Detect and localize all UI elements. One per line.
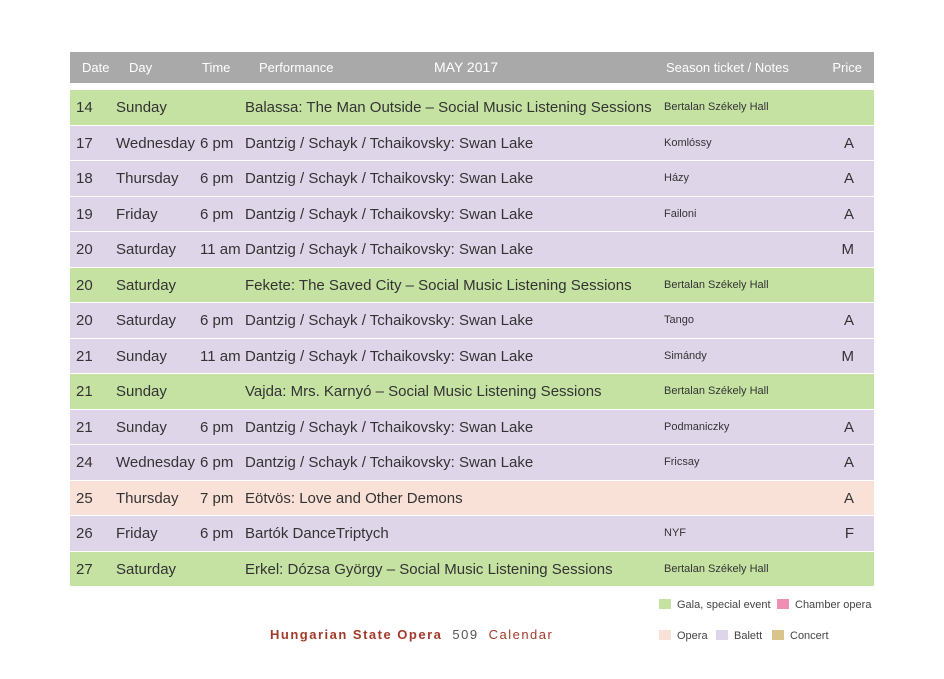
row-note: Bertalan Székely Hall bbox=[664, 562, 769, 575]
table-header bbox=[70, 52, 874, 83]
row-time: 6 pm bbox=[200, 170, 234, 187]
row-day: Wednesday bbox=[116, 134, 195, 152]
legend-gala-swatch bbox=[659, 599, 671, 609]
header-month: MAY 2017 bbox=[434, 59, 499, 75]
row-day: Saturday bbox=[116, 276, 177, 294]
row-performance: Dantzig / Schayk / Tchaikovsky: Swan Lake bbox=[245, 418, 534, 436]
row-price: F bbox=[844, 525, 854, 542]
row-note: Bertalan Székely Hall bbox=[664, 101, 769, 113]
header-day: Day bbox=[129, 60, 153, 75]
row-price: A bbox=[843, 489, 854, 507]
row-note: NYF bbox=[664, 527, 686, 539]
header-notes: Season ticket / Notes bbox=[666, 60, 789, 75]
row-performance: Vajda: Mrs. Karnyó – Social Music Listening Sessions bbox=[245, 383, 602, 400]
legend-chamber bbox=[777, 598, 871, 612]
row-price: A bbox=[843, 312, 854, 329]
row-note: Failoni bbox=[664, 207, 697, 220]
legend-chamber-swatch bbox=[777, 599, 789, 609]
row-time: 6 pm bbox=[200, 134, 234, 152]
table-row bbox=[70, 197, 874, 233]
legend-opera-label: Opera bbox=[677, 630, 708, 642]
header-date: Date bbox=[82, 60, 110, 75]
table-row bbox=[70, 374, 874, 410]
row-date: 17 bbox=[76, 134, 93, 152]
legend-chamber-label: Chamber opera bbox=[795, 599, 872, 611]
row-day: Sunday bbox=[116, 418, 167, 436]
table-row bbox=[70, 268, 874, 304]
footer-section: Calendar bbox=[488, 627, 554, 642]
row-performance: Eötvös: Love and Other Demons bbox=[245, 489, 463, 507]
table-row bbox=[70, 303, 874, 339]
row-time: 6 pm bbox=[200, 205, 234, 223]
legend-concert-label: Concert bbox=[790, 630, 829, 642]
table-row bbox=[70, 445, 874, 481]
row-day: Friday bbox=[116, 525, 158, 542]
row-note: Komlóssy bbox=[664, 136, 712, 149]
legend-concert-swatch bbox=[772, 630, 784, 640]
calendar-table bbox=[70, 52, 874, 587]
row-day: Friday bbox=[116, 205, 158, 223]
row-day: Saturday bbox=[116, 560, 177, 578]
table-row bbox=[70, 481, 874, 517]
legend-balett bbox=[716, 629, 762, 643]
row-note: Házy bbox=[664, 172, 690, 184]
row-time: 11 am bbox=[200, 347, 241, 365]
row-performance: Dantzig / Schayk / Tchaikovsky: Swan Lake bbox=[245, 134, 534, 152]
table-row bbox=[70, 161, 874, 197]
legend-opera bbox=[659, 629, 708, 643]
row-date: 25 bbox=[76, 489, 93, 507]
legend-gala-label: Gala, special event bbox=[677, 599, 771, 611]
row-day: Saturday bbox=[116, 312, 177, 329]
row-date: 19 bbox=[76, 205, 93, 223]
row-date: 21 bbox=[76, 383, 93, 400]
row-day: Thursday bbox=[116, 170, 179, 187]
table-row bbox=[70, 552, 874, 588]
row-price: A bbox=[843, 134, 854, 152]
row-time: 6 pm bbox=[200, 454, 234, 471]
row-performance: Erkel: Dózsa György – Social Music Listening Sessions bbox=[245, 560, 613, 578]
legend-balett-label: Balett bbox=[734, 630, 763, 642]
row-time: 6 pm bbox=[200, 418, 234, 436]
row-performance: Dantzig / Schayk / Tchaikovsky: Swan Lake bbox=[245, 312, 534, 329]
row-performance: Dantzig / Schayk / Tchaikovsky: Swan Lake bbox=[245, 170, 534, 187]
row-date: 27 bbox=[76, 560, 93, 578]
table-body bbox=[70, 90, 874, 587]
row-price: M bbox=[841, 241, 854, 258]
row-price: A bbox=[843, 205, 854, 223]
table-row bbox=[70, 410, 874, 446]
footer-page-number: 509 bbox=[452, 627, 479, 642]
row-price: A bbox=[843, 170, 854, 187]
row-note: Podmaniczky bbox=[664, 420, 730, 433]
row-note: Simándy bbox=[664, 349, 707, 362]
row-performance: Dantzig / Schayk / Tchaikovsky: Swan Lake bbox=[245, 454, 534, 471]
row-date: 26 bbox=[76, 525, 93, 542]
table-row bbox=[70, 90, 874, 126]
row-time: 6 pm bbox=[200, 312, 234, 329]
row-day: Wednesday bbox=[116, 454, 195, 471]
row-date: 14 bbox=[76, 99, 93, 116]
legend-opera-swatch bbox=[659, 630, 671, 640]
row-day: Sunday bbox=[116, 383, 167, 400]
row-performance: Fekete: The Saved City – Social Music Listening Sessions bbox=[245, 276, 632, 294]
row-performance: Dantzig / Schayk / Tchaikovsky: Swan Lake bbox=[245, 347, 534, 365]
legend-balett-swatch bbox=[716, 630, 728, 640]
header-time: Time bbox=[202, 60, 231, 75]
row-note: Bertalan Székely Hall bbox=[664, 385, 769, 397]
table-row bbox=[70, 232, 874, 268]
row-time: 6 pm bbox=[200, 525, 234, 542]
row-time: 7 pm bbox=[200, 489, 234, 507]
row-day: Thursday bbox=[116, 489, 179, 507]
row-day: Sunday bbox=[116, 347, 167, 365]
row-date: 24 bbox=[76, 454, 93, 471]
row-day: Saturday bbox=[116, 241, 177, 258]
row-date: 20 bbox=[76, 241, 93, 258]
row-date: 18 bbox=[76, 170, 93, 187]
footer-brand: Hungarian State Opera bbox=[270, 627, 443, 642]
row-price: A bbox=[843, 454, 854, 471]
table-row bbox=[70, 339, 874, 375]
legend-concert bbox=[772, 629, 829, 643]
row-performance: Balassa: The Man Outside – Social Music Listening Sessions bbox=[245, 99, 652, 116]
legend-gala bbox=[659, 598, 771, 612]
footer-title bbox=[270, 627, 553, 642]
row-time: 11 am bbox=[200, 241, 241, 258]
row-price: A bbox=[843, 418, 854, 436]
row-note: Fricsay bbox=[664, 456, 700, 468]
table-row bbox=[70, 516, 874, 552]
row-date: 20 bbox=[76, 276, 93, 294]
table-row bbox=[70, 126, 874, 162]
header-price: Price bbox=[832, 60, 862, 75]
row-price: M bbox=[841, 347, 854, 365]
row-performance: Bartók DanceTriptych bbox=[245, 525, 389, 542]
row-day: Sunday bbox=[116, 99, 167, 116]
row-date: 21 bbox=[76, 418, 93, 436]
row-performance: Dantzig / Schayk / Tchaikovsky: Swan Lake bbox=[245, 205, 534, 223]
row-date: 21 bbox=[76, 347, 93, 365]
header-performance: Performance bbox=[259, 60, 334, 75]
row-performance: Dantzig / Schayk / Tchaikovsky: Swan Lake bbox=[245, 241, 534, 258]
row-note: Tango bbox=[664, 314, 694, 326]
row-date: 20 bbox=[76, 312, 93, 329]
row-note: Bertalan Székely Hall bbox=[664, 278, 769, 291]
